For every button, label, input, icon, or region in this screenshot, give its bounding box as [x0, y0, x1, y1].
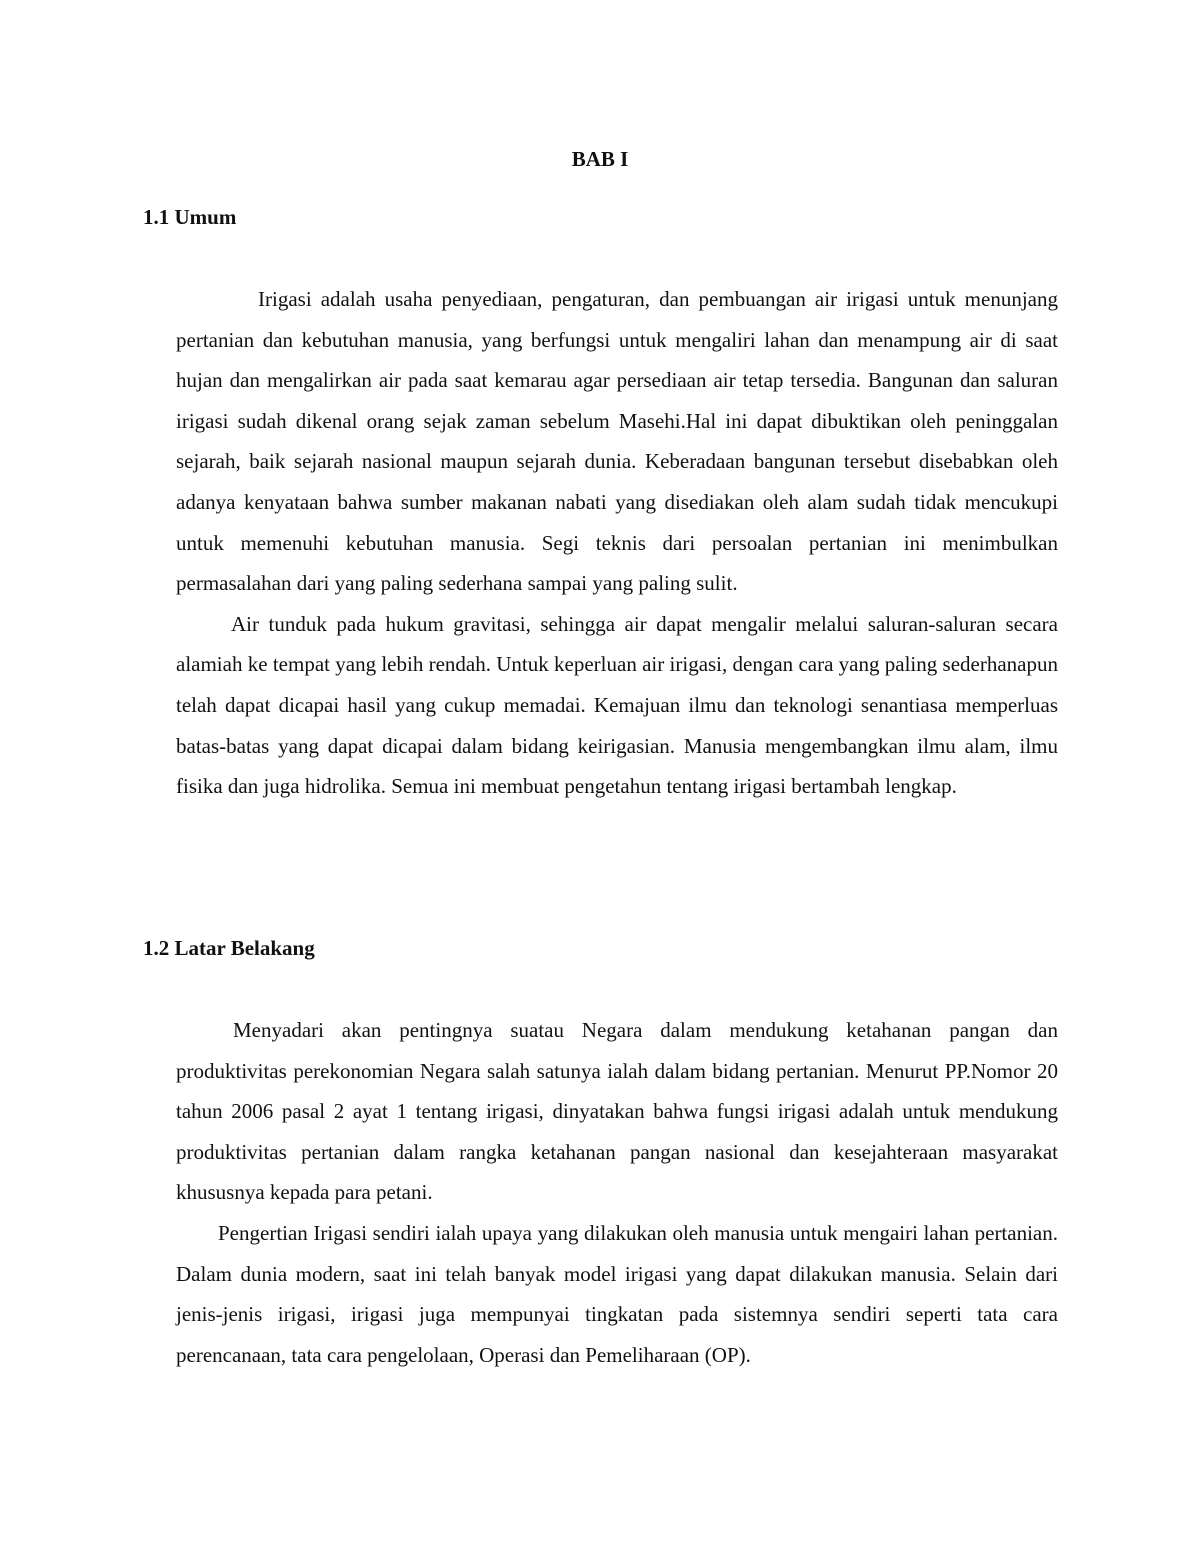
- paragraph: Menyadari akan pentingnya suatau Negara dalam mendukung ketahanan pangan dan produktivitas perekonomian Negara salah satunya ialah dalam bidang pertanian. Menurut PP.Nomor 20 tahun 2006 pasal 2 ayat 1 tentang irigasi, dinyatakan bahwa fungsi irigasi adalah untuk mendukung produktivitas pertanian dalam rangka ketahanan pangan nasional dan kesejahteraan masyarakat khususnya kepada para petani.: [176, 1018, 1058, 1205]
- chapter-title: BAB I: [571, 147, 629, 171]
- paragraph: Pengertian Irigasi sendiri ialah upaya yang dilakukan oleh manusia untuk mengairi lahan pertanian. Dalam dunia modern, saat ini telah banyak model irigasi yang dapat dilakukan manusia. Selain dari jenis-jenis irigasi, irigasi juga mempunyai tingkatan pada sistemnya sendiri seperti tata cara perencanaan, tata cara pengelolaan, Operasi dan Pemeliharaan (OP).: [176, 1220, 1058, 1367]
- paragraph: Irigasi adalah usaha penyediaan, pengaturan, dan pembuangan air irigasi untuk menunjang pertanian dan kebutuhan manusia, yang berfungsi untuk mengaliri lahan dan menampung air di saat hujan dan mengalirkan air pada saat kemarau agar persediaan air tetap tersedia. Bangunan dan saluran irigasi sudah dikenal orang sejak zaman sebelum Masehi.Hal ini dapat dibuktikan oleh peninggalan sejarah, baik sejarah nasional maupun sejarah dunia. Keberadaan bangunan tersebut disebabkan oleh adanya kenyataan bahwa sumber makanan nabati yang disediakan oleh alam sudah tidak mencukupi untuk memenuhi kebutuhan manusia. Segi teknis dari persoalan pertanian ini menimbulkan permasalahan dari yang paling sederhana sampai yang paling sulit.: [176, 287, 1058, 596]
- section-heading-umum: 1.1 Umum: [143, 205, 237, 229]
- paragraph: Air tunduk pada hukum gravitasi, sehingga air dapat mengalir melalui saluran-saluran secara alamiah ke tempat yang lebih rendah. Untuk keperluan air irigasi, dengan cara yang paling sederhanapun telah dapat dicapai hasil yang cukup memadai. Kemajuan ilmu dan teknologi senantiasa memperluas batas-batas yang dapat dicapai dalam bidang keirigasian. Manusia mengembangkan ilmu alam, ilmu fisika dan juga hidrolika. Semua ini membuat pengetahun tentang irigasi bertambah lengkap.: [176, 611, 1058, 799]
- section-body-umum: [176, 279, 1058, 807]
- section-body-latar-belakang: [176, 1010, 1058, 1375]
- section-heading-latar-belakang: 1.2 Latar Belakang: [143, 936, 315, 960]
